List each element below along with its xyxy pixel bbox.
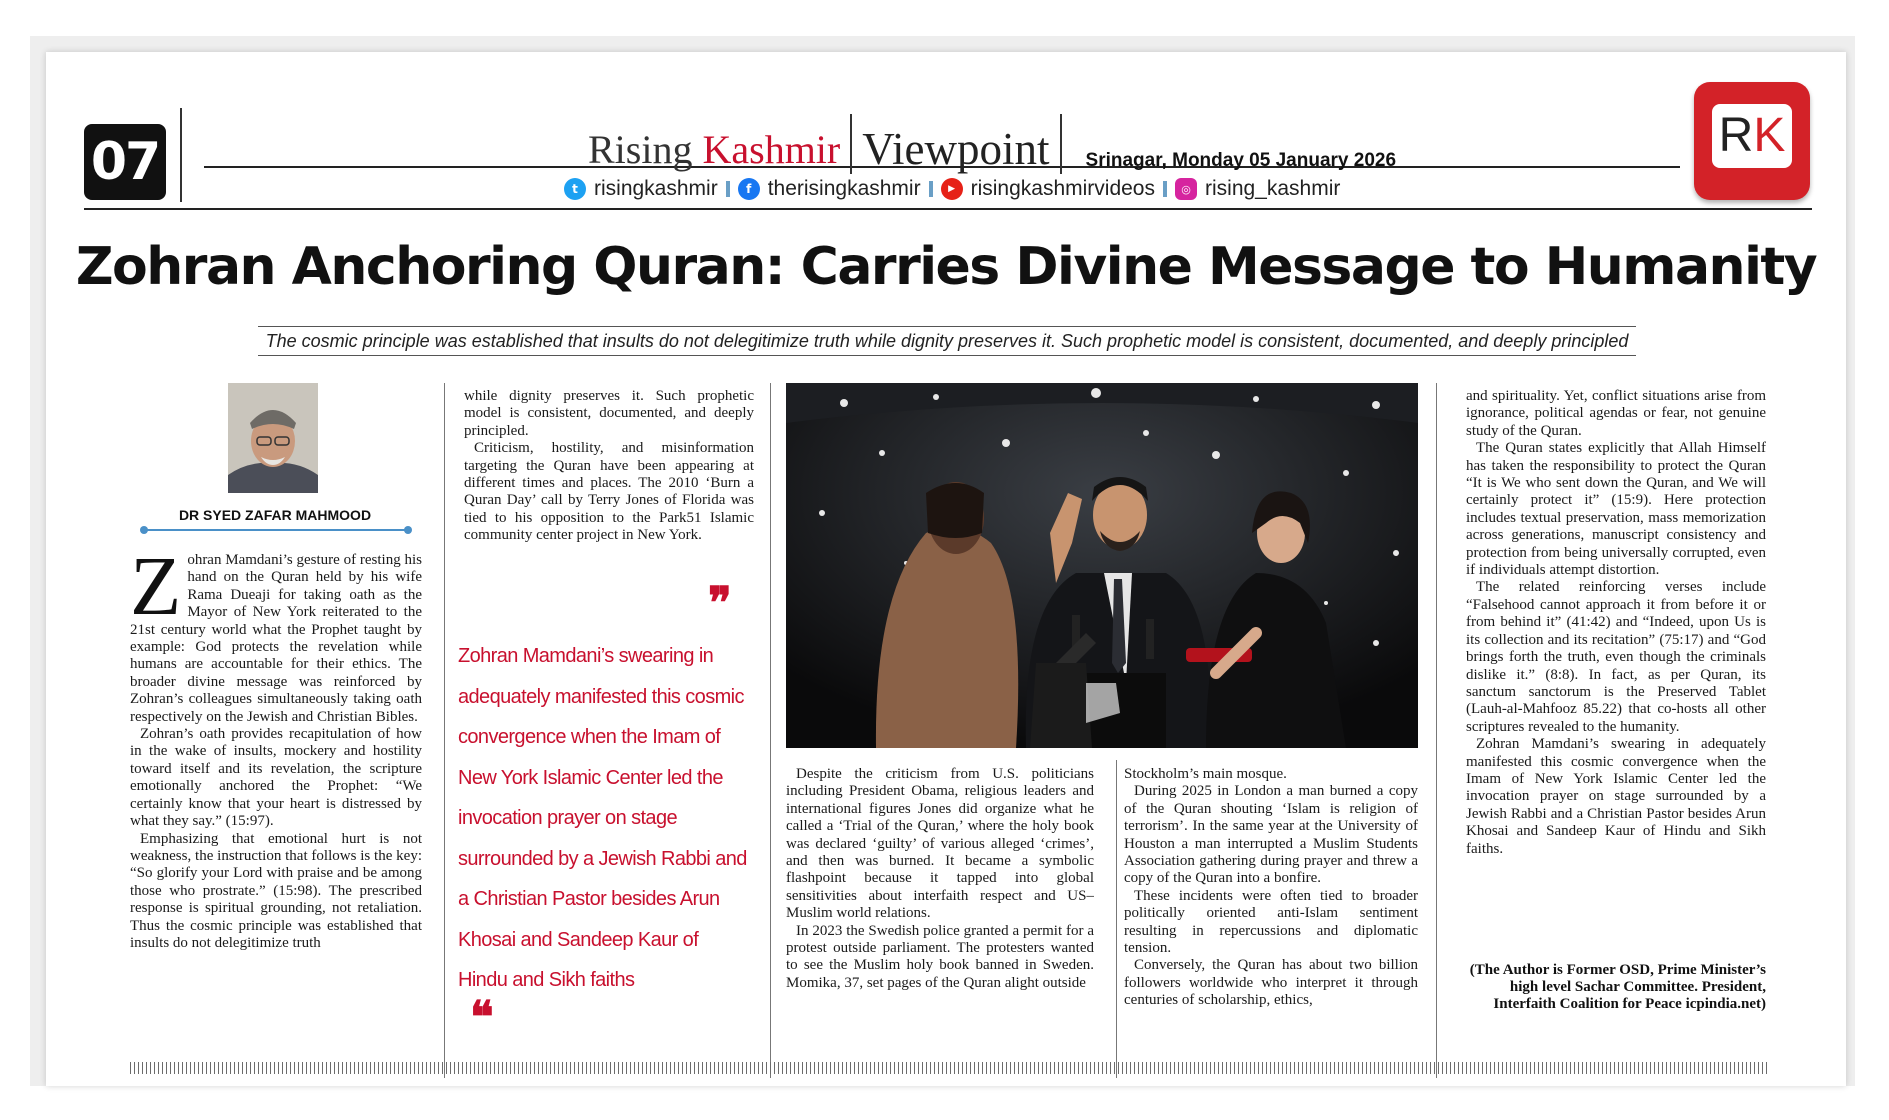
divider [1163, 181, 1167, 197]
logo-letter: K [1753, 109, 1786, 162]
logo-letter: R [1718, 109, 1754, 162]
divider [84, 208, 1812, 210]
paragraph: Criticism, hostility, and misinformation targeting the Quran have been appearing at different times and places. The 2010 ‘Burn a Quran Day’ call by Terry Jones of Florida was tied to his opposition to the Park51 Islamic community center project in New York. [464, 440, 754, 544]
brand-first: Rising [588, 127, 693, 172]
social-links [564, 174, 1340, 204]
youtube-icon: ▶ [941, 178, 963, 200]
paragraph: In 2023 the Swedish police granted a permit for a protest outside parliament. The protesters wanted to see the Muslim holy book banned in Sweden. Momika, 37, set pages of the Quran alight outside [786, 922, 1094, 991]
pull-quote: Zohran Mamdani’s swearing in adequately manifested this cosmic convergence when the Imam of New York Islamic Center led the invocation prayer on stage surrounded by a Jewish Rabbi and a Christian Pastor besides Arun Khosai and Sandeep Kaur of Hindu and Sikh faiths [458, 645, 747, 991]
paragraph: Stockholm’s main mosque. [1124, 766, 1287, 782]
social-handle: risingkashmirvideos [970, 177, 1155, 200]
paragraph: Zohran’s oath provides recapitulation of how in the wake of insults, mockery and hostility toward itself and its revelation, the scripture emotionally anchored the Prophet: “We certainly know that your heart is distressed by what they say.” (15:97). [130, 726, 422, 830]
paragraph: Despite the criticism from U.S. politicians including President Obama, religious leaders and international figures Jones did organize what he called a ‘Trial of the Quran,’ where the holy book was declared ‘guilty’ of various alleged ‘crimes’, and then was burned. It became a symbolic flashpoint because it tapped into global sensitivities about interfaith respect and US–Muslim world relations. [786, 766, 1094, 922]
brand-second: Kashmir [702, 127, 841, 172]
paragraph: Conversely, the Quran has about two billion followers worldwide who interpret it through centuries of scholarship, ethics, [1124, 957, 1418, 1009]
article-column-4 [1124, 766, 1418, 1078]
author-photo [228, 383, 318, 493]
quote-close-icon: ❝ [470, 992, 494, 1043]
twitter-icon: t [564, 178, 586, 200]
oath-photo [786, 383, 1418, 748]
paragraph: These incidents were often tied to broader politically oriented anti-Islam sentiment resulting in repercussions and diplomatic tension. [1124, 887, 1418, 957]
paragraph: and spirituality. Yet, conflict situations arise from ignorance, political agendas or fear, not genuine study of the Quran. [1466, 388, 1766, 439]
paragraph: Emphasizing that emotional hurt is not weakness, the instruction that follows is the key: “So glorify your Lord with praise and be among those who prostrate.” (15:98). The prescribed response is spiritual grounding, not retaliation. Thus the cosmic principle was established that insults do not delegitimize truth [130, 830, 422, 951]
column-divider [1436, 383, 1437, 1078]
paragraph: Zohran Mamdani’s swearing in adequately manifested this cosmic convergence when the Imam of New York Islamic Center led the invocation prayer on stage surrounded by a Jewish Rabbi and a Christian Pastor besides Arun Khosai and Sandeep Kaur of Hindu and Sikh faiths. [1466, 736, 1766, 857]
brand-name [588, 126, 840, 174]
divider [726, 181, 730, 197]
article-column-1 [130, 552, 422, 1082]
facebook-icon: f [738, 178, 760, 200]
social-handle: therisingkashmir [767, 177, 921, 200]
headline: Zohran Anchoring Quran: Carries Divine Message to Humanity [75, 237, 1817, 297]
column-divider [444, 383, 445, 1078]
page-footer-pattern [130, 1062, 1770, 1074]
author-credit: (The Author is Former OSD, Prime Minister’s high level Sachar Committee. President, Interfaith Coalition for Peace icpindia.net) [1469, 962, 1766, 1013]
divider [180, 108, 182, 202]
divider [929, 181, 933, 197]
social-handle: risingkashmir [594, 177, 718, 200]
divider [850, 114, 852, 174]
kicker: The cosmic principle was established that insults do not delegitimize truth while dignity preserves it. Such prophetic model is consistent, documented, and deeply principled [258, 326, 1636, 356]
quote-open-icon: ❞ [708, 578, 732, 629]
article-column-3 [786, 766, 1094, 1078]
article-column-2 [464, 388, 754, 563]
article-column-5 [1466, 388, 1766, 960]
column-divider [770, 383, 771, 1078]
divider [142, 529, 410, 531]
paragraph-text: ohran Mamdani’s gesture of resting his hand on the Quran held by his wife Rama Dueaji for taking oath as the Mayor of New York reiterated to the 21st century world what the Prophet taught by example: God protects the revelation while humans are accountable for their ethics. The broader divine message was reinforced by Zohran’s colleagues simultaneously taking oath respectively on the Jewish and Christian Bibles. [130, 552, 422, 725]
column-divider [1116, 760, 1117, 1078]
author-name: DR SYED ZAFAR MAHMOOD [178, 507, 372, 523]
social-handle: rising_kashmir [1205, 177, 1341, 200]
paragraph [130, 552, 422, 726]
rk-logo [1694, 82, 1810, 200]
paragraph: The related reinforcing verses include “Falsehood cannot approach it from before it or from behind it” (41:42) and “Indeed, upon Us is its collection and its recitation” (75:17) and “God brings forth the truth, even though the criminals dislike it.” (8:8). In fact, as per Quran, its sanctum sanctorum is the Preserved Tablet (Lauh-al-Mahfooz 85.22) that co-hosts all other scriptures revealed to the humanity. [1466, 579, 1766, 735]
page-number: 07 [84, 124, 166, 200]
dateline: Srinagar, Monday 05 January 2026 [1085, 150, 1397, 171]
masthead [588, 118, 1396, 174]
divider [1060, 114, 1062, 174]
instagram-icon: ◎ [1175, 178, 1197, 200]
dropcap: Z [130, 552, 182, 633]
paragraph: while dignity preserves it. Such prophetic model is consistent, documented, and deeply principled. [464, 388, 754, 439]
newspaper-page [46, 52, 1846, 1086]
paragraph: During 2025 in London a man burned a copy of the Quran shouting ‘Islam is religion of terrorism’. In the same year at the University of Houston a man interrupted a Muslim Students Association gathering during prayer and threw a copy of the Quran into a bonfire. [1124, 783, 1418, 887]
paragraph: The Quran states explicitly that Allah Himself has taken the responsibility to protect the Quran “It is We who sent down the Quran, and We will certainly protect it” (15:9). Here protection includes textual preservation, mass memorization across generations, manuscript consistency and protection from being universally corrupted, even if individuals attempt distortion. [1466, 440, 1766, 579]
section-title: Viewpoint [862, 124, 1050, 174]
logo-mark [1712, 104, 1792, 168]
